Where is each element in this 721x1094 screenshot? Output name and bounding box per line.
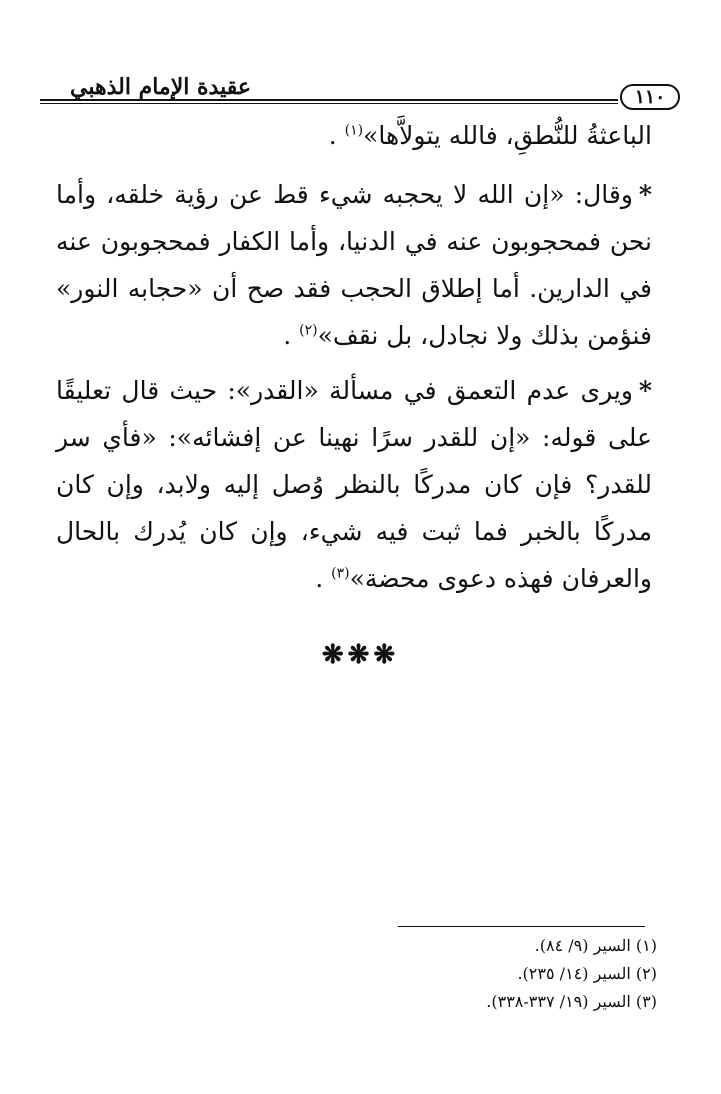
section-separator: ❋❋❋ [321, 640, 400, 670]
book-title: عقيدة الإمام الذهبي [70, 74, 251, 100]
paragraph-text: ويرى عدم التعمق في مسألة «القدر»: حيث قال تعليقًا على قوله: «إن للقدر سرًا نهينا عن إفشائه»: «فأي سر للقدر؟ فإن كان مدركًا بالنظر وُصل إليه ولابد، وإن كان مدركًا بالخبر فما ثبت فيه شيء، وإن كان يُدرك بالحال والعرفان فهذه دعوى محضة» [56, 376, 652, 593]
paragraph-end-mark: . [328, 121, 337, 150]
paragraph-text: وقال: «إن الله لا يحجبه شيء قط عن رؤية خلقه، وأما نحن فمحجوبون عنه في الدنيا، وأما الكفار فمحجوبون عنه في الدارين. أما إطلاق الحجب فقد صح أن «حجابه النور» فنؤمن بذلك ولا نجادل، بل نقف» [56, 180, 652, 350]
footnote-reference: (٣) [331, 565, 350, 582]
paragraph-end-mark: . [315, 564, 324, 593]
footnote-2: (٢) السير (١٤/ ٢٣٥). [517, 964, 657, 983]
footnote-1: (١) السير (٩/ ٨٤). [534, 936, 657, 955]
paragraph-end-mark: . [283, 321, 292, 350]
header-rule [40, 99, 618, 104]
running-header [40, 66, 682, 110]
paragraph-star-marker: * [638, 376, 652, 405]
footnote-reference: (٢) [299, 322, 318, 339]
paragraph-1 [56, 112, 652, 159]
footnote-rule [398, 926, 645, 927]
body-text [56, 112, 652, 610]
footnote-reference: (١) [344, 122, 364, 139]
paragraph-star-marker: * [638, 180, 652, 209]
footnotes [300, 932, 657, 1016]
footnote-3: (٣) السير (١٩/ ٣٣٧-٣٣٨). [486, 992, 657, 1011]
paragraph-3 [56, 367, 652, 602]
paragraph-text: الباعثةُ للنُّطقِ، فالله يتولاَّها» [363, 121, 652, 150]
page-number: ١١٠ [620, 84, 680, 110]
paragraph-2 [56, 171, 652, 359]
